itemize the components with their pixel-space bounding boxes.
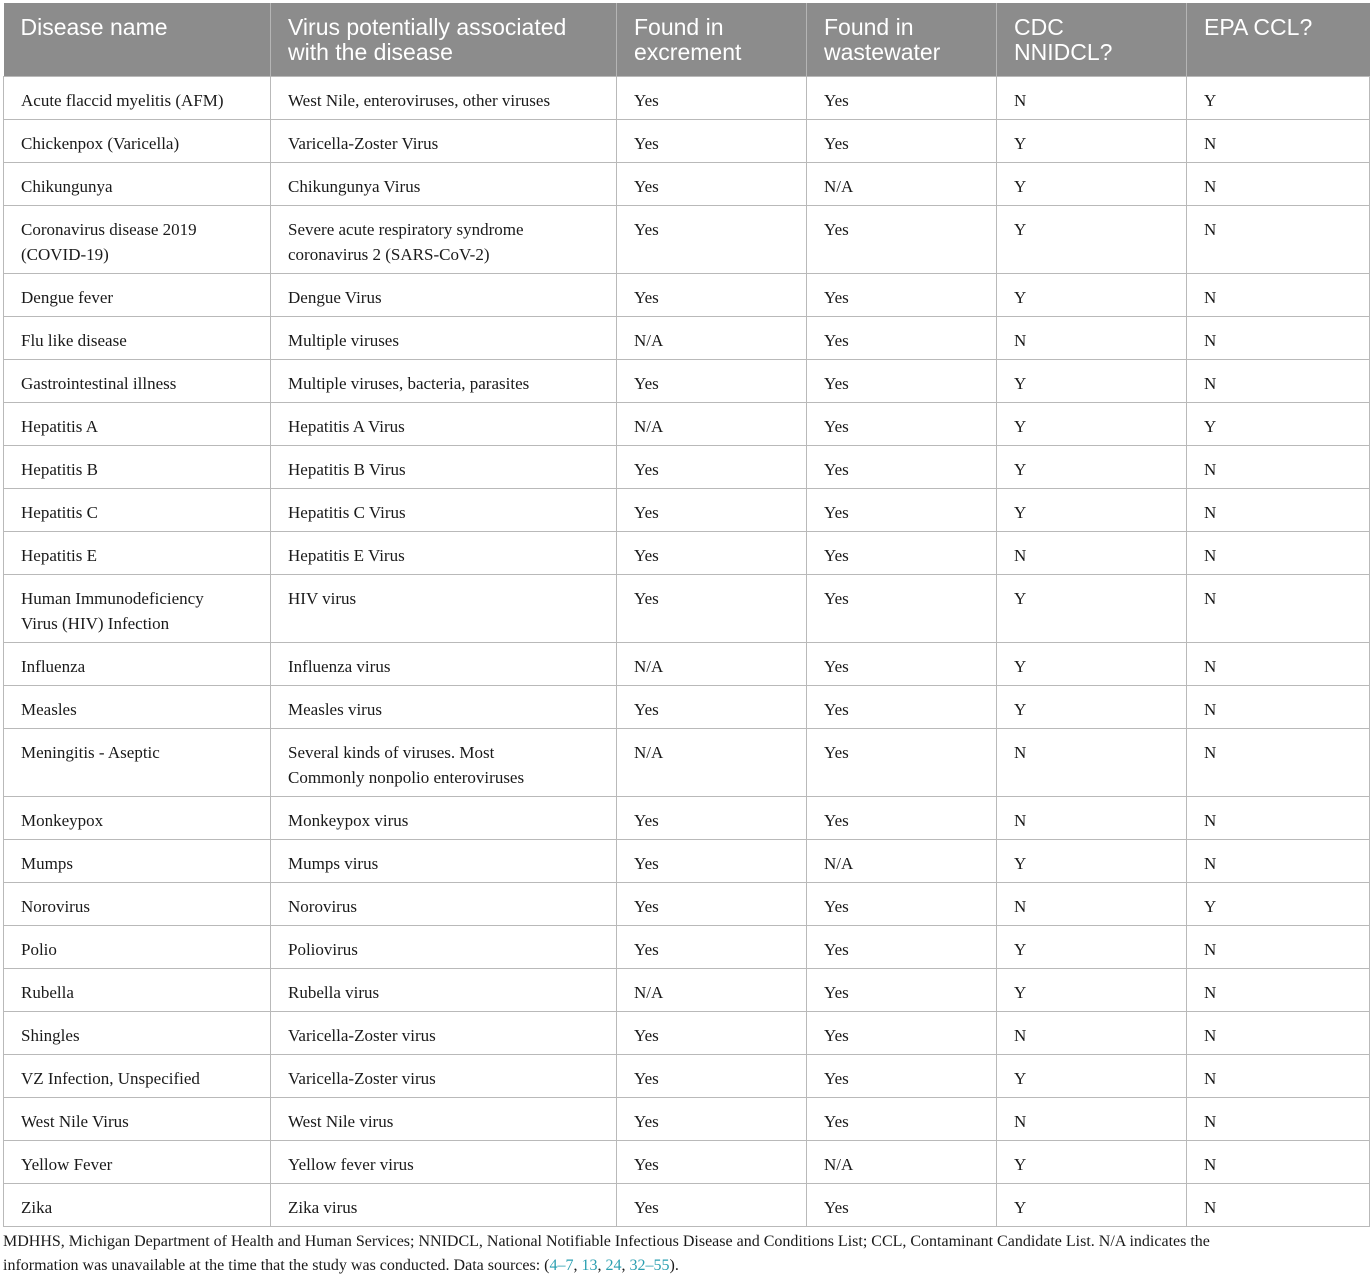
cell-epa-ccl: N	[1187, 1097, 1370, 1140]
table-row	[4, 531, 1370, 574]
disease-table	[3, 3, 1370, 1227]
cell-virus	[271, 925, 617, 968]
cell-epa-ccl: N	[1187, 316, 1370, 359]
cell-disease-name-line: Mumps	[21, 853, 73, 873]
cell-virus	[271, 162, 617, 205]
cell-found-in-excrement: N/A	[617, 642, 807, 685]
cell-disease-name	[4, 488, 271, 531]
cell-virus-line: Norovirus	[288, 896, 357, 916]
cell-cdc-nnidcl: Y	[997, 162, 1187, 205]
cell-disease-name-line: Influenza	[21, 656, 86, 676]
cell-disease-name-line: VZ Infection, Unspecified	[21, 1068, 200, 1088]
cell-epa-ccl: N	[1187, 1140, 1370, 1183]
cell-cdc-nnidcl: N	[997, 796, 1187, 839]
cell-cdc-nnidcl: N	[997, 882, 1187, 925]
cell-disease-name	[4, 359, 271, 402]
cell-found-in-excrement: Yes	[617, 162, 807, 205]
cell-cdc-nnidcl: Y	[997, 359, 1187, 402]
cell-found-in-wastewater: Yes	[807, 968, 997, 1011]
table-row	[4, 968, 1370, 1011]
reference-link[interactable]: 24	[605, 1257, 622, 1274]
table-row	[4, 162, 1370, 205]
cell-found-in-wastewater: Yes	[807, 359, 997, 402]
cell-disease-name	[4, 402, 271, 445]
cell-found-in-wastewater: Yes	[807, 796, 997, 839]
cell-found-in-excrement: Yes	[617, 359, 807, 402]
cell-disease-name-line: Norovirus	[21, 896, 90, 916]
cell-virus	[271, 316, 617, 359]
cell-found-in-wastewater: Yes	[807, 728, 997, 796]
table-footnote	[3, 1230, 1369, 1278]
cell-epa-ccl: N	[1187, 1054, 1370, 1097]
cell-cdc-nnidcl: N	[997, 1097, 1187, 1140]
cell-virus	[271, 119, 617, 162]
cell-epa-ccl: N	[1187, 162, 1370, 205]
cell-cdc-nnidcl: N	[997, 728, 1187, 796]
table-row	[4, 1140, 1370, 1183]
cell-found-in-wastewater: Yes	[807, 925, 997, 968]
cell-virus	[271, 1054, 617, 1097]
cell-disease-name	[4, 796, 271, 839]
cell-disease-name-line: (COVID-19)	[21, 244, 109, 264]
cell-cdc-nnidcl: Y	[997, 1140, 1187, 1183]
table-row	[4, 273, 1370, 316]
cell-disease-name-line: Dengue fever	[21, 287, 114, 307]
cell-disease-name	[4, 728, 271, 796]
cell-virus	[271, 76, 617, 119]
cell-virus	[271, 839, 617, 882]
cell-found-in-wastewater: N/A	[807, 839, 997, 882]
table-row	[4, 685, 1370, 728]
cell-virus	[271, 1097, 617, 1140]
cell-found-in-wastewater: Yes	[807, 1054, 997, 1097]
cell-found-in-excrement: Yes	[617, 1097, 807, 1140]
header-epa-ccl	[1187, 3, 1370, 76]
cell-found-in-wastewater: N/A	[807, 1140, 997, 1183]
cell-cdc-nnidcl: N	[997, 1011, 1187, 1054]
cell-virus-line: coronavirus 2 (SARS-CoV-2)	[288, 244, 490, 264]
cell-disease-name	[4, 642, 271, 685]
ref-separator: ,	[621, 1257, 630, 1274]
cell-found-in-wastewater: Yes	[807, 76, 997, 119]
header-line: CDC	[1014, 14, 1064, 40]
cell-cdc-nnidcl: Y	[997, 685, 1187, 728]
footnote-line-1: MDHHS, Michigan Department of Health and Human Services; NNIDCL, National Notifiable Infectious Disease and Conditions List; CCL, Contaminant Candidate List. N/A indicates the	[3, 1233, 1210, 1250]
cell-found-in-excrement: Yes	[617, 119, 807, 162]
cell-disease-name-line: Rubella	[21, 982, 74, 1002]
cell-cdc-nnidcl: Y	[997, 205, 1187, 273]
ref-separator: ,	[573, 1257, 582, 1274]
cell-disease-name	[4, 205, 271, 273]
cell-virus	[271, 642, 617, 685]
cell-found-in-wastewater: Yes	[807, 402, 997, 445]
cell-virus-line: Severe acute respiratory syndrome	[288, 219, 524, 239]
cell-found-in-wastewater: Yes	[807, 316, 997, 359]
cell-epa-ccl: N	[1187, 685, 1370, 728]
cell-virus-line: Varicella-Zoster virus	[288, 1068, 436, 1088]
cell-epa-ccl: N	[1187, 359, 1370, 402]
cell-epa-ccl: N	[1187, 119, 1370, 162]
cell-virus-line: Chikungunya Virus	[288, 176, 421, 196]
cell-found-in-excrement: Yes	[617, 574, 807, 642]
cell-disease-name-line: Virus (HIV) Infection	[21, 613, 170, 633]
cell-found-in-excrement: Yes	[617, 685, 807, 728]
cell-disease-name	[4, 162, 271, 205]
cell-virus-line: Measles virus	[288, 699, 382, 719]
cell-disease-name-line: Coronavirus disease 2019	[21, 219, 197, 239]
cell-found-in-excrement: N/A	[617, 316, 807, 359]
table-row	[4, 76, 1370, 119]
cell-found-in-wastewater: Yes	[807, 488, 997, 531]
cell-virus	[271, 968, 617, 1011]
cell-virus-line: Influenza virus	[288, 656, 391, 676]
table-row	[4, 488, 1370, 531]
cell-cdc-nnidcl: Y	[997, 925, 1187, 968]
table-row	[4, 728, 1370, 796]
cell-disease-name	[4, 925, 271, 968]
header-line: wastewater	[824, 39, 941, 65]
cell-disease-name-line: Hepatitis C	[21, 502, 98, 522]
cell-disease-name	[4, 574, 271, 642]
cell-virus-line: Zika virus	[288, 1197, 358, 1217]
table-row	[4, 1054, 1370, 1097]
cell-cdc-nnidcl: Y	[997, 488, 1187, 531]
cell-virus	[271, 728, 617, 796]
cell-virus-line: Rubella virus	[288, 982, 380, 1002]
cell-disease-name	[4, 882, 271, 925]
cell-disease-name	[4, 1140, 271, 1183]
table-row	[4, 574, 1370, 642]
cell-virus-line: Mumps virus	[288, 853, 379, 873]
header-line: NNIDCL?	[1014, 39, 1113, 65]
cell-cdc-nnidcl: Y	[997, 574, 1187, 642]
cell-found-in-excrement: Yes	[617, 882, 807, 925]
cell-found-in-excrement: Yes	[617, 273, 807, 316]
cell-found-in-excrement: N/A	[617, 728, 807, 796]
cell-found-in-wastewater: Yes	[807, 205, 997, 273]
header-disease-name	[4, 3, 271, 76]
cell-found-in-wastewater: Yes	[807, 1097, 997, 1140]
cell-disease-name-line: Chickenpox (Varicella)	[21, 133, 180, 153]
cell-virus-line: Hepatitis E Virus	[288, 545, 405, 565]
reference-link[interactable]: 4–7	[549, 1257, 574, 1274]
table-row	[4, 119, 1370, 162]
cell-cdc-nnidcl: Y	[997, 119, 1187, 162]
table-header-row	[4, 3, 1370, 76]
cell-cdc-nnidcl: N	[997, 316, 1187, 359]
cell-disease-name-line: Hepatitis E	[21, 545, 98, 565]
cell-epa-ccl: Y	[1187, 76, 1370, 119]
cell-virus	[271, 574, 617, 642]
cell-disease-name-line: Acute flaccid myelitis (AFM)	[21, 90, 224, 110]
cell-virus-line: Dengue Virus	[288, 287, 382, 307]
cell-virus	[271, 685, 617, 728]
table-row	[4, 359, 1370, 402]
header-line: excrement	[634, 39, 742, 65]
table-row	[4, 1097, 1370, 1140]
cell-disease-name	[4, 1097, 271, 1140]
cell-virus-line: West Nile, enteroviruses, other viruses	[288, 90, 551, 110]
cell-disease-name	[4, 273, 271, 316]
header-line: Disease name	[20, 14, 168, 40]
header-cdc-nnidcl	[997, 3, 1187, 76]
cell-disease-name-line: Gastrointestinal illness	[21, 373, 177, 393]
table-body	[4, 76, 1370, 1226]
cell-disease-name	[4, 531, 271, 574]
cell-virus	[271, 273, 617, 316]
cell-cdc-nnidcl: Y	[997, 402, 1187, 445]
cell-found-in-wastewater: Yes	[807, 273, 997, 316]
cell-disease-name	[4, 445, 271, 488]
cell-epa-ccl: N	[1187, 205, 1370, 273]
cell-found-in-excrement: Yes	[617, 1054, 807, 1097]
cell-cdc-nnidcl: Y	[997, 273, 1187, 316]
cell-disease-name-line: Polio	[21, 939, 57, 959]
cell-found-in-excrement: Yes	[617, 445, 807, 488]
cell-found-in-wastewater: Yes	[807, 1183, 997, 1226]
cell-found-in-excrement: N/A	[617, 402, 807, 445]
header-line: with the disease	[288, 39, 453, 65]
cell-found-in-wastewater: Yes	[807, 882, 997, 925]
cell-virus-line: Hepatitis B Virus	[288, 459, 406, 479]
cell-disease-name-line: Hepatitis A	[21, 416, 98, 436]
header-found-in-excrement	[617, 3, 807, 76]
cell-found-in-excrement: Yes	[617, 1140, 807, 1183]
cell-disease-name	[4, 839, 271, 882]
cell-epa-ccl: N	[1187, 728, 1370, 796]
header-found-in-wastewater	[807, 3, 997, 76]
cell-epa-ccl: N	[1187, 642, 1370, 685]
cell-found-in-excrement: Yes	[617, 1011, 807, 1054]
cell-epa-ccl: N	[1187, 273, 1370, 316]
header-line: Virus potentially associated	[288, 14, 567, 40]
cell-found-in-excrement: Yes	[617, 839, 807, 882]
table-row	[4, 925, 1370, 968]
table-row	[4, 205, 1370, 273]
cell-virus-line: Multiple viruses, bacteria, parasites	[288, 373, 530, 393]
cell-epa-ccl: N	[1187, 445, 1370, 488]
cell-disease-name-line: Human Immunodeficiency	[21, 588, 204, 608]
cell-disease-name	[4, 968, 271, 1011]
cell-epa-ccl: N	[1187, 925, 1370, 968]
cell-disease-name-line: Flu like disease	[21, 330, 127, 350]
cell-virus	[271, 488, 617, 531]
cell-epa-ccl: N	[1187, 968, 1370, 1011]
cell-virus-line: Yellow fever virus	[288, 1154, 414, 1174]
table-row	[4, 1011, 1370, 1054]
cell-epa-ccl: N	[1187, 488, 1370, 531]
table-row	[4, 796, 1370, 839]
cell-virus	[271, 445, 617, 488]
cell-virus-line: Multiple viruses	[288, 330, 399, 350]
cell-virus-line: Commonly nonpolio enteroviruses	[288, 767, 525, 787]
cell-found-in-wastewater: Yes	[807, 1011, 997, 1054]
cell-disease-name-line: Yellow Fever	[21, 1154, 113, 1174]
header-virus	[271, 3, 617, 76]
table-row	[4, 445, 1370, 488]
table-row	[4, 839, 1370, 882]
cell-found-in-excrement: Yes	[617, 488, 807, 531]
cell-epa-ccl: N	[1187, 1183, 1370, 1226]
cell-cdc-nnidcl: Y	[997, 1054, 1187, 1097]
cell-disease-name	[4, 1011, 271, 1054]
footnote-line-2	[3, 1254, 1369, 1278]
reference-link[interactable]: 13	[581, 1257, 598, 1274]
cell-cdc-nnidcl: Y	[997, 445, 1187, 488]
cell-virus-line: West Nile virus	[288, 1111, 394, 1131]
cell-virus	[271, 796, 617, 839]
cell-disease-name	[4, 316, 271, 359]
header-line: Found in	[634, 14, 724, 40]
cell-virus-line: Monkeypox virus	[288, 810, 409, 830]
ref-separator: ,	[597, 1257, 606, 1274]
cell-found-in-wastewater: Yes	[807, 685, 997, 728]
cell-cdc-nnidcl: Y	[997, 1183, 1187, 1226]
cell-epa-ccl: Y	[1187, 882, 1370, 925]
cell-disease-name-line: Shingles	[21, 1025, 80, 1045]
cell-found-in-excrement: Yes	[617, 925, 807, 968]
reference-link[interactable]: 32–55	[629, 1257, 670, 1274]
cell-found-in-wastewater: Yes	[807, 445, 997, 488]
table-row	[4, 1183, 1370, 1226]
footnote-refs	[550, 1257, 670, 1274]
cell-virus	[271, 205, 617, 273]
cell-virus-line: HIV virus	[288, 588, 357, 608]
cell-virus-line: Hepatitis C Virus	[288, 502, 406, 522]
cell-epa-ccl: N	[1187, 1011, 1370, 1054]
cell-disease-name-line: Chikungunya	[21, 176, 113, 196]
cell-cdc-nnidcl: Y	[997, 968, 1187, 1011]
footnote-line-2-prefix: information was unavailable at the time that the study was conducted. Data sources: (	[3, 1257, 550, 1274]
cell-found-in-wastewater: Yes	[807, 531, 997, 574]
cell-disease-name	[4, 76, 271, 119]
cell-virus	[271, 1011, 617, 1054]
footnote-line-2-suffix: ).	[669, 1257, 679, 1274]
table-row	[4, 316, 1370, 359]
cell-virus-line: Hepatitis A Virus	[288, 416, 405, 436]
cell-epa-ccl: Y	[1187, 402, 1370, 445]
cell-disease-name-line: Zika	[21, 1197, 53, 1217]
cell-found-in-wastewater: Yes	[807, 574, 997, 642]
header-line: Found in	[824, 14, 914, 40]
cell-found-in-wastewater: Yes	[807, 642, 997, 685]
cell-disease-name-line: West Nile Virus	[21, 1111, 129, 1131]
cell-epa-ccl: N	[1187, 574, 1370, 642]
header-line: EPA CCL?	[1204, 14, 1313, 40]
cell-disease-name	[4, 119, 271, 162]
cell-disease-name-line: Monkeypox	[21, 810, 104, 830]
cell-virus-line: Varicella-Zoster virus	[288, 1025, 436, 1045]
cell-disease-name	[4, 1054, 271, 1097]
cell-found-in-wastewater: Yes	[807, 119, 997, 162]
cell-disease-name-line: Meningitis - Aseptic	[21, 742, 160, 762]
cell-virus-line: Several kinds of viruses. Most	[288, 742, 495, 762]
cell-cdc-nnidcl: N	[997, 531, 1187, 574]
cell-found-in-excrement: Yes	[617, 205, 807, 273]
cell-virus	[271, 1140, 617, 1183]
cell-disease-name	[4, 1183, 271, 1226]
cell-virus	[271, 531, 617, 574]
cell-virus	[271, 1183, 617, 1226]
cell-virus	[271, 882, 617, 925]
cell-epa-ccl: N	[1187, 796, 1370, 839]
cell-found-in-excrement: N/A	[617, 968, 807, 1011]
cell-found-in-excrement: Yes	[617, 796, 807, 839]
cell-found-in-excrement: Yes	[617, 1183, 807, 1226]
cell-found-in-wastewater: N/A	[807, 162, 997, 205]
cell-disease-name	[4, 685, 271, 728]
cell-found-in-excrement: Yes	[617, 76, 807, 119]
cell-disease-name-line: Measles	[21, 699, 77, 719]
cell-virus	[271, 359, 617, 402]
cell-found-in-excrement: Yes	[617, 531, 807, 574]
cell-cdc-nnidcl: Y	[997, 642, 1187, 685]
table-row	[4, 402, 1370, 445]
cell-virus	[271, 402, 617, 445]
cell-epa-ccl: N	[1187, 531, 1370, 574]
cell-virus-line: Varicella-Zoster Virus	[288, 133, 439, 153]
cell-cdc-nnidcl: Y	[997, 839, 1187, 882]
cell-cdc-nnidcl: N	[997, 76, 1187, 119]
table-row	[4, 882, 1370, 925]
table-row	[4, 642, 1370, 685]
cell-epa-ccl: N	[1187, 839, 1370, 882]
cell-disease-name-line: Hepatitis B	[21, 459, 98, 479]
cell-virus-line: Poliovirus	[288, 939, 358, 959]
